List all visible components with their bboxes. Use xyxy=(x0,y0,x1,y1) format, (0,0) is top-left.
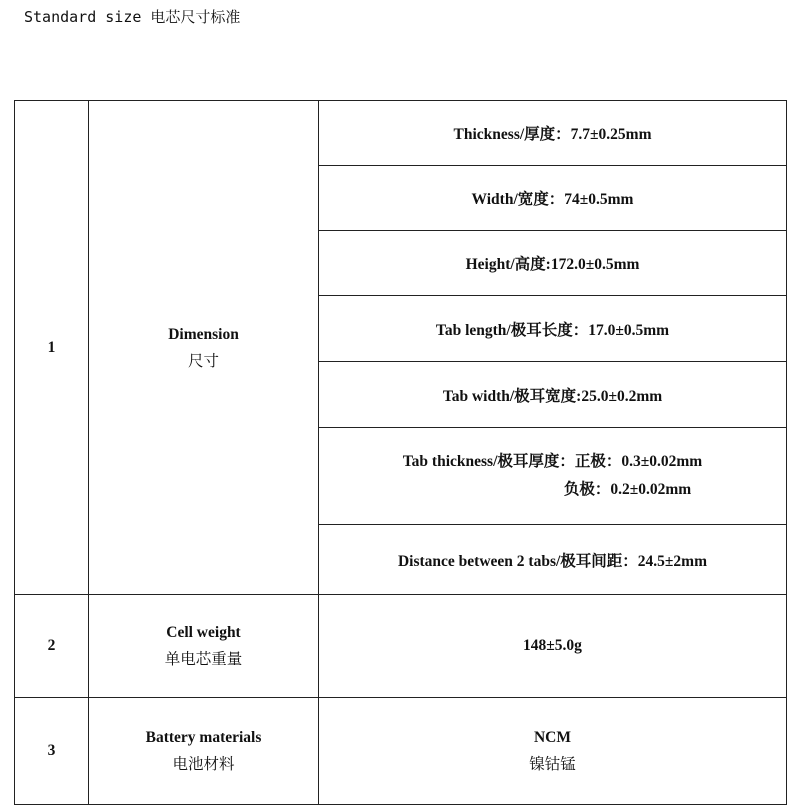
material-value-en: NCM xyxy=(533,729,572,746)
spec-tab-thickness xyxy=(319,428,787,525)
cell-weight-value: 148±5.0g xyxy=(319,595,787,698)
item-label-cn: 尺寸 xyxy=(187,352,219,370)
item-label-en: Cell weight xyxy=(166,624,241,641)
item-label-cn: 电池材料 xyxy=(172,756,235,773)
item-label-cn: 单电芯重量 xyxy=(164,651,243,668)
row-number: 3 xyxy=(15,698,89,805)
spec-tab-distance: Distance between 2 tabs/极耳间距：24.5±2mm xyxy=(319,525,787,595)
spec-tab-length: Tab length/极耳长度：17.0±0.5mm xyxy=(319,296,787,362)
row-number: 1 xyxy=(15,101,89,595)
tab-thickness-negative: 负极：0.2±0.02mm xyxy=(563,481,692,498)
table-row xyxy=(15,101,787,166)
item-cell xyxy=(89,698,319,805)
spec-table xyxy=(14,100,787,805)
page-heading: Standard size 电芯尺寸标准 xyxy=(24,8,241,26)
item-label-en: Battery materials xyxy=(145,729,262,746)
material-value-cn: 镍钴锰 xyxy=(529,756,576,773)
spec-tab-width: Tab width/极耳宽度:25.0±0.2mm xyxy=(319,362,787,428)
spec-width: Width/宽度：74±0.5mm xyxy=(319,166,787,231)
item-label-en: Dimension xyxy=(168,325,239,343)
table-row xyxy=(15,698,787,805)
battery-material-value xyxy=(319,698,787,805)
spec-height: Height/高度:172.0±0.5mm xyxy=(319,231,787,296)
tab-thickness-positive: Tab thickness/极耳厚度：正极：0.3±0.02mm xyxy=(402,453,703,470)
item-cell xyxy=(89,101,319,595)
row-number: 2 xyxy=(15,595,89,698)
spec-thickness: Thickness/厚度：7.7±0.25mm xyxy=(319,101,787,166)
item-cell xyxy=(89,595,319,698)
table-row xyxy=(15,595,787,698)
